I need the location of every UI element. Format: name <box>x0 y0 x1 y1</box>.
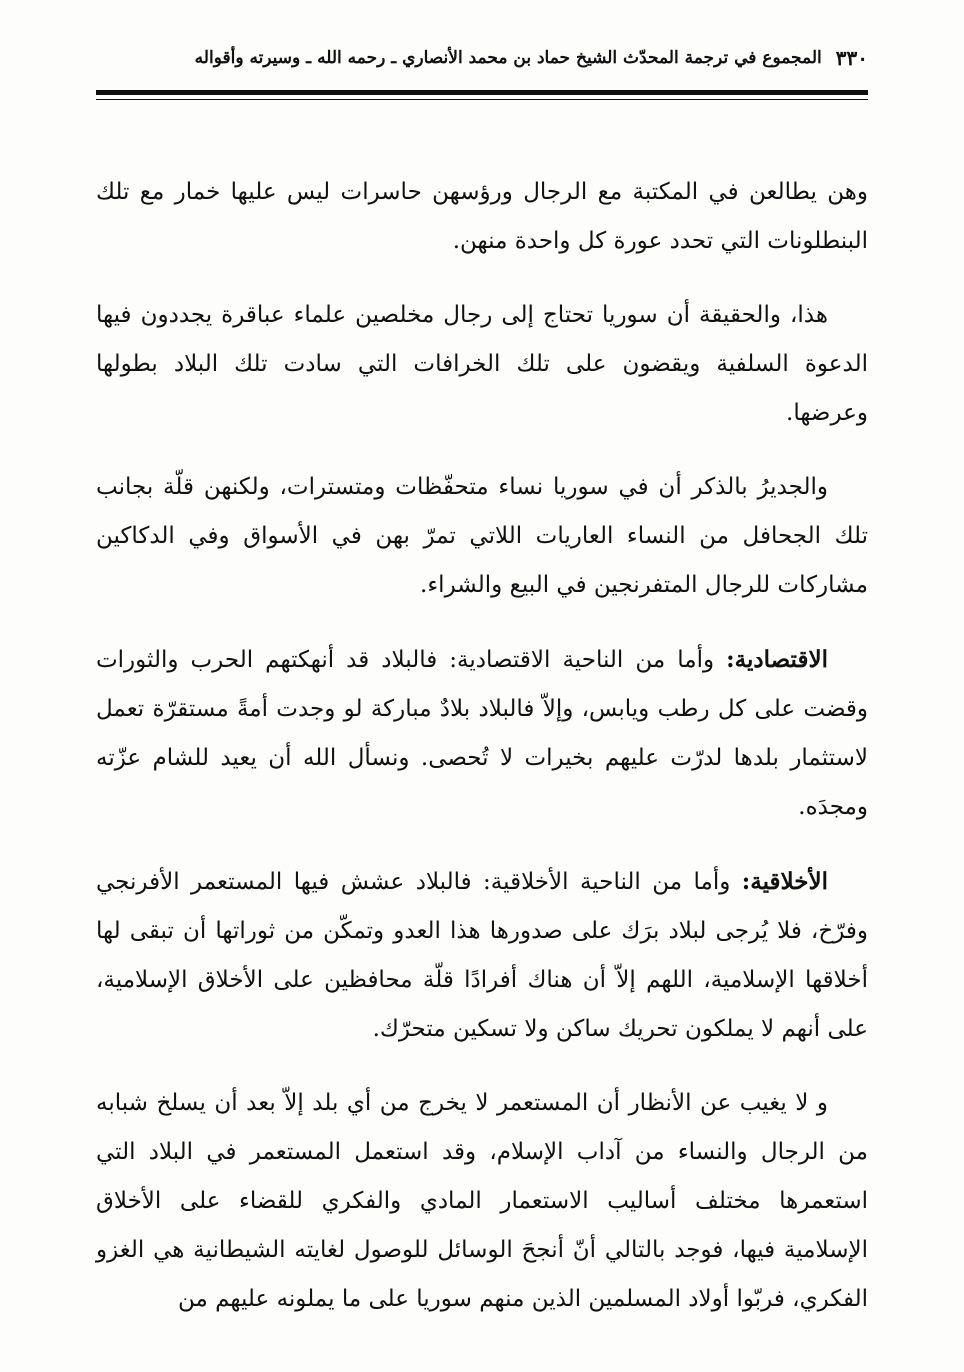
paragraph <box>96 1079 868 1324</box>
paragraph-text: وهن يطالعن في المكتبة مع الرجال ورؤسهن حاسرات ليس عليها خمار مع تلك البنطلونات التي تحدد عورة كل واحدة منهن. <box>96 179 868 254</box>
paragraph-text: والجديرُ بالذكر أن في سوريا نساء متحفّظات ومتسترات، ولكنهن قلّة بجانب تلك الجحافل من النساء العاريات اللاتي تمرّ بهن في الأسواق وفي الدكاكين مشاركات للرجال المتفرنجين في البيع والشراء. <box>96 474 868 598</box>
paragraph <box>96 635 868 832</box>
page-header <box>96 38 868 78</box>
paragraph-lead: الاقتصادية: <box>726 646 828 673</box>
header-rule-thin <box>96 99 868 100</box>
header-rule-thick <box>96 90 868 95</box>
paragraph-lead: الأخلاقية: <box>741 868 828 895</box>
body-text <box>96 168 868 1349</box>
paragraph <box>96 168 868 266</box>
page-number: ٣٣٠ <box>835 46 868 70</box>
running-title: المجموع في ترجمة المحدّث الشيخ حماد بن محمد الأنصاري ـ رحمه الله ـ وسيرته وأقواله <box>194 48 822 68</box>
paragraph-text: وأما من الناحية الاقتصادية: فالبلاد قد أنهكتهم الحرب والثورات وقضت على كل رطب ويابس، وإلاّ فالبلاد بلادٌ مباركة لو وجدت أمةً مستقرّة تعمل لاستثمار بلدها لدرّت عليهم بخيرات لا تُحصى. ونسأل الله أن يعيد للشام عزّته ومجدَه. <box>96 647 868 820</box>
paragraph-text: و لا يغيب عن الأنظار أن المستعمر لا يخرج من أي بلد إلاّ بعد أن يسلخ شبابه من الرجال والنساء من آداب الإسلام، وقد استعمل المستعمر في البلاد التي استعمرها مختلف أساليب الاستعمار المادي والفكري للقضاء على الأخلاق الإسلامية فيها، فوجد بالتالي أنّ أنجحَ الوسائل للوصول لغايته الشيطانية هي الغزو الفكري، فربّوا أولاد المسلمين الذين منهم سوريا على ما يملونه عليهم من <box>96 1090 868 1312</box>
paragraph <box>96 291 868 438</box>
paragraph-text: هذا، والحقيقة أن سوريا تحتاج إلى رجال مخلصين علماء عباقرة يجددون فيها الدعوة السلفية ويقضون على تلك الخرافات التي سادت تلك البلاد بطولها وعرضها. <box>96 302 868 426</box>
paragraph <box>96 463 868 610</box>
paragraph-text: وأما من الناحية الأخلاقية: فالبلاد عشش فيها المستعمر الأفرنجي وفرّخ، فلا يُرجى لبلاد برَك على صدورها هذا العدو وتمكّن من ثوراتها أن تبقى لها أخلاقها الإسلامية، اللهم إلاّ أن هناك أفرادًا قلّة محافظين على الأخلاق الإسلامية، على أنهم لا يملكون تحريك ساكن ولا تسكين متحرّك. <box>96 869 868 1042</box>
paragraph <box>96 857 868 1054</box>
